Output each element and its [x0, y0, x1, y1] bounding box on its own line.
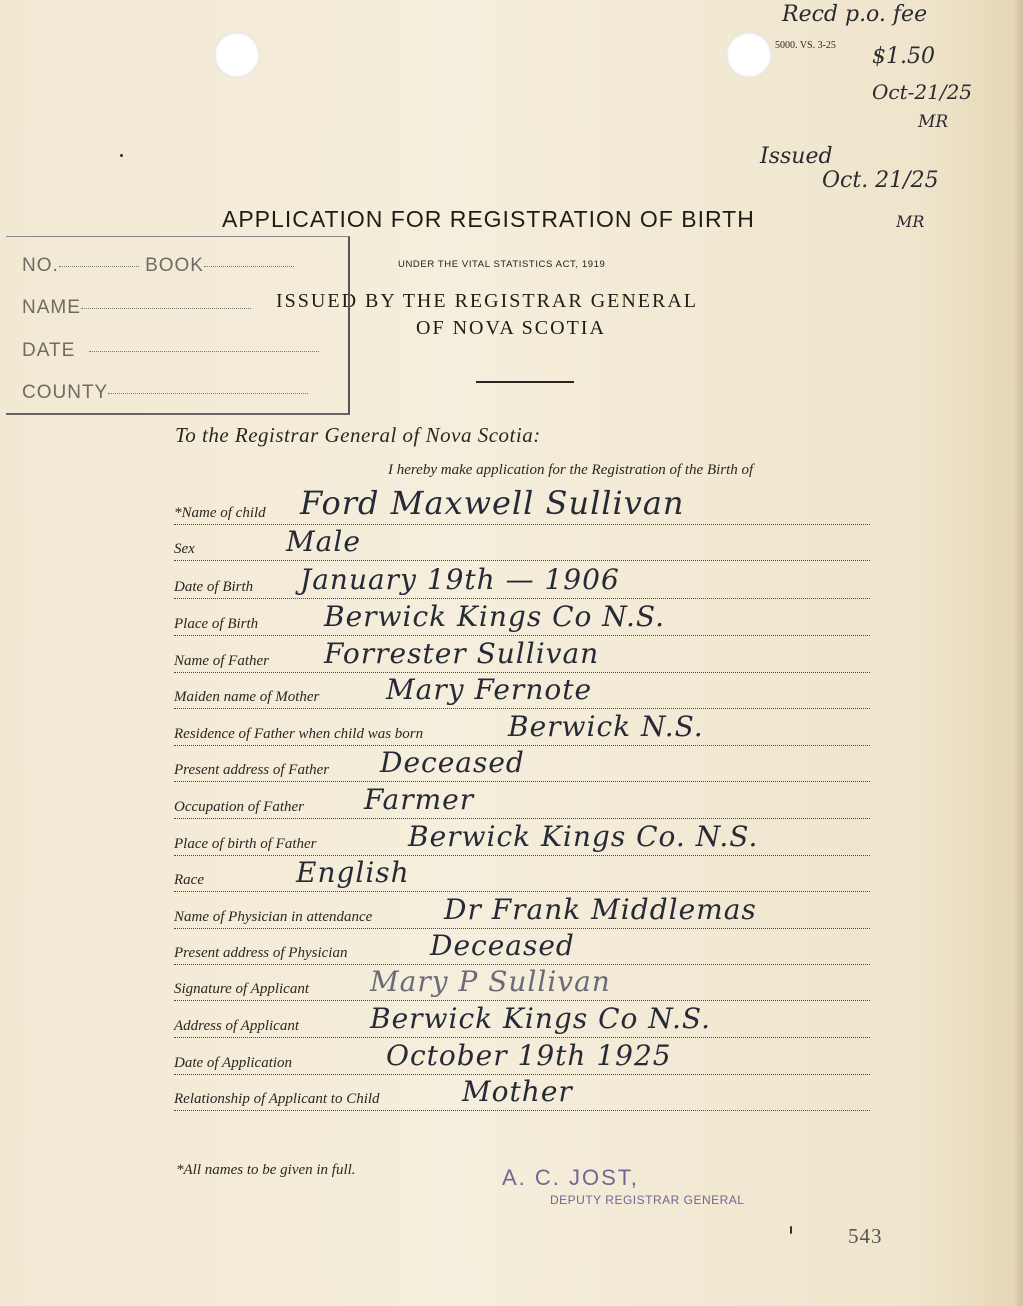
field-date-of-birth	[174, 562, 870, 599]
issued-initials: MR	[896, 212, 925, 231]
field-label: *Name of child	[174, 505, 266, 521]
punch-hole-left	[214, 32, 260, 78]
field-label: Occupation of Father	[174, 799, 304, 815]
speck	[120, 154, 123, 157]
field-value: Male	[286, 525, 361, 558]
form-code: 5000. VS. 3-25	[775, 40, 836, 51]
field-present-address-of-father	[174, 745, 870, 782]
received-notation: Recd p.o. fee	[782, 2, 928, 27]
field-value: Farmer	[364, 783, 475, 816]
stamp-no-label: NO.	[22, 255, 59, 276]
field-label: Date of Application	[174, 1055, 293, 1071]
issued-notation: Issued	[760, 144, 833, 169]
registrar-stamp-title: DEPUTY REGISTRAR GENERAL	[550, 1193, 745, 1207]
office-stamp-box	[6, 236, 350, 415]
stamp-date-label: DATE	[22, 340, 76, 361]
field-race	[174, 855, 870, 892]
speck	[790, 1226, 792, 1234]
field-label: Sex	[174, 541, 195, 557]
issuing-authority	[276, 290, 776, 340]
field-label: Race	[174, 872, 204, 888]
field-value: Dr Frank Middlemas	[444, 893, 757, 926]
field-value: October 19th 1925	[386, 1039, 672, 1072]
issuing-authority-line-2: OF NOVA SCOTIA	[416, 317, 606, 339]
title-divider	[476, 381, 574, 383]
page-number: 543	[848, 1224, 883, 1248]
field-value: Berwick Kings Co N.S.	[370, 1002, 711, 1035]
field-label: Relationship of Applicant to Child	[174, 1091, 380, 1107]
footnote: *All names to be given in full.	[176, 1162, 356, 1178]
field-value: Berwick Kings Co N.S.	[324, 600, 665, 633]
field-place-of-birth-of-father	[174, 819, 870, 856]
paper-edge-shadow	[1013, 0, 1023, 1306]
act-reference: UNDER THE VITAL STATISTICS ACT, 1919	[398, 259, 606, 270]
field-label: Residence of Father when child was born	[174, 726, 424, 742]
field-relationship-of-applicant	[174, 1074, 870, 1111]
field-name-of-father	[174, 636, 870, 673]
field-label: Place of birth of Father	[174, 836, 317, 852]
registrar-stamp-name: A. C. JOST,	[502, 1165, 639, 1190]
field-sex	[174, 524, 870, 561]
field-value: Forrester Sullivan	[324, 637, 600, 670]
stamp-row-name	[22, 297, 251, 319]
field-value: Mary P Sullivan	[370, 965, 611, 998]
field-place-of-birth	[174, 599, 870, 636]
field-label: Place of Birth	[174, 616, 259, 632]
field-value: Berwick N.S.	[508, 710, 704, 743]
field-residence-of-father	[174, 709, 870, 746]
received-date-notation: Oct-21/25	[872, 80, 973, 104]
field-value: Deceased	[430, 929, 575, 962]
fee-notation: $1.50	[872, 44, 935, 69]
received-initials: MR	[918, 112, 949, 132]
field-label: Address of Applicant	[174, 1018, 299, 1034]
field-value: Deceased	[380, 746, 525, 779]
punch-hole-right	[726, 32, 772, 78]
field-label: Present address of Physician	[174, 945, 348, 961]
stamp-row-county	[22, 382, 308, 404]
field-value: January 19th — 1906	[300, 563, 620, 596]
field-label: Name of Father	[174, 653, 269, 669]
field-value: Ford Maxwell Sullivan	[300, 484, 685, 522]
field-value: English	[296, 856, 410, 889]
field-signature-of-applicant	[174, 964, 870, 1001]
addressee: To the Registrar General of Nova Scotia:	[175, 423, 541, 447]
field-label: Name of Physician in attendance	[174, 909, 373, 925]
field-date-of-application	[174, 1038, 870, 1075]
field-label: Date of Birth	[174, 579, 254, 595]
stamp-name-label: NAME	[22, 297, 81, 318]
field-present-address-of-physician	[174, 928, 870, 965]
stamp-row-date	[22, 340, 319, 362]
stamp-row-no-book	[22, 255, 294, 277]
field-occupation-of-father	[174, 782, 870, 819]
document-title: APPLICATION FOR REGISTRATION OF BIRTH	[222, 206, 755, 232]
field-label: Signature of Applicant	[174, 981, 309, 997]
stamp-county-label: COUNTY	[22, 382, 109, 403]
issuing-authority-line-1: ISSUED BY THE REGISTRAR GENERAL	[276, 290, 699, 312]
stamp-book-label: BOOK	[145, 255, 204, 276]
field-value: Mother	[462, 1075, 573, 1108]
field-value: Mary Fernote	[386, 673, 593, 706]
issued-date-notation: Oct. 21/25	[822, 168, 939, 193]
field-label: Present address of Father	[174, 762, 330, 778]
field-name-of-physician	[174, 892, 870, 929]
field-maiden-name-of-mother	[174, 672, 870, 709]
field-address-of-applicant	[174, 1001, 870, 1038]
field-label: Maiden name of Mother	[174, 689, 320, 705]
field-value: Berwick Kings Co. N.S.	[408, 820, 759, 853]
application-intro: I hereby make application for the Registration of the Birth of	[388, 462, 754, 478]
field-name-of-child	[174, 484, 870, 525]
